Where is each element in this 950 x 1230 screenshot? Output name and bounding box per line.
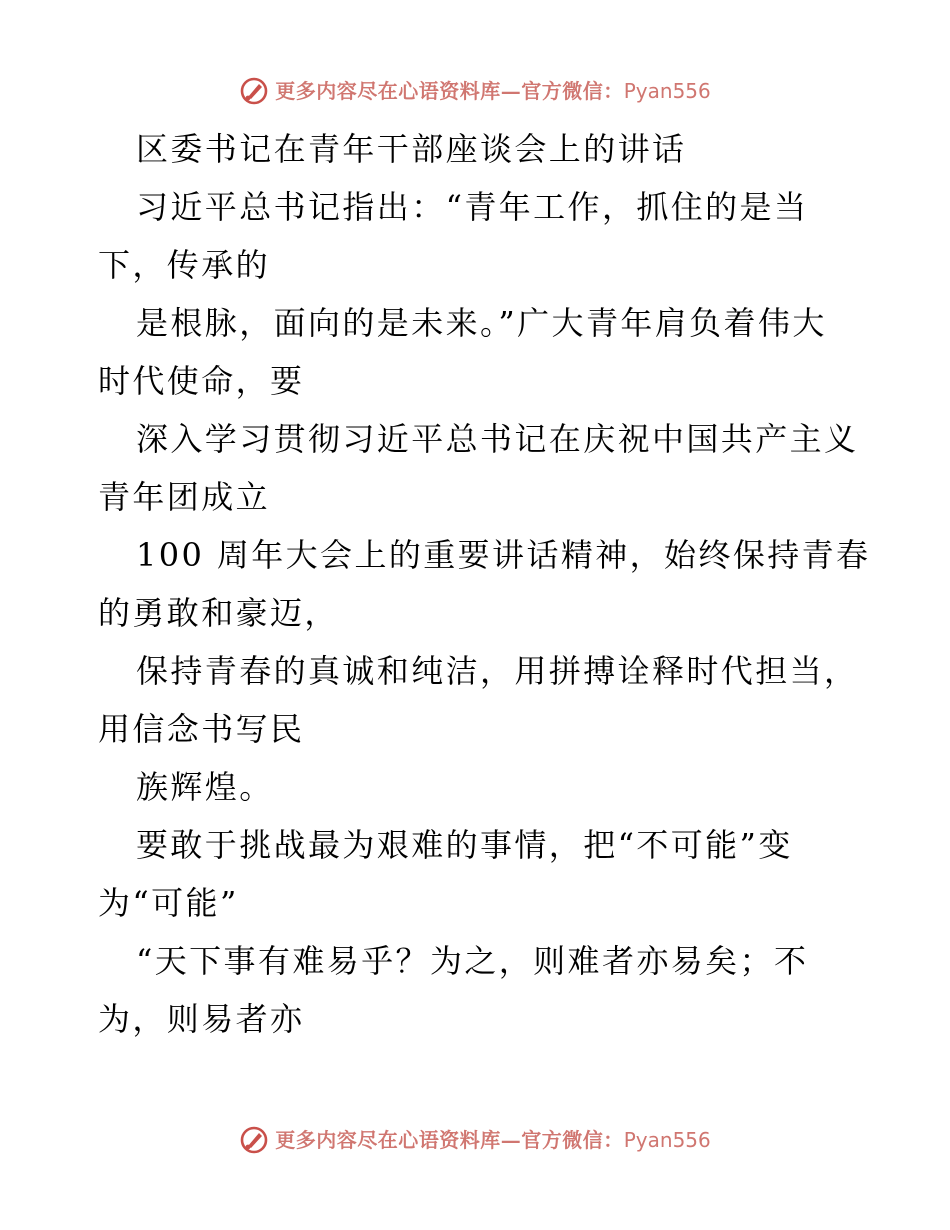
text-line: 保持青春的真诚和纯洁，用拼搏诠释时代担当， bbox=[136, 652, 859, 690]
text-line: 青年团成立 bbox=[98, 478, 271, 516]
document-title: 区委书记在青年干部座谈会上的讲话 bbox=[136, 130, 687, 168]
text-line: 族辉煌。 bbox=[136, 768, 274, 806]
document-body bbox=[98, 120, 871, 1048]
text-line: 下，传承的 bbox=[98, 246, 271, 284]
footer-watermark bbox=[0, 1120, 950, 1160]
watermark-text: 更多内容尽在心语资料库—官方微信： bbox=[275, 1128, 624, 1152]
watermark-handle: Pyan556 bbox=[623, 1128, 711, 1152]
text-line: 深入学习贯彻习近平总书记在庆祝中国共产主义 bbox=[136, 420, 859, 458]
text-line: 时代使命，要 bbox=[98, 362, 305, 400]
text-line: 为“可能” bbox=[98, 884, 239, 922]
header-watermark bbox=[0, 71, 950, 111]
text-line: 是根脉，面向的是未来。”广大青年肩负着伟大 bbox=[136, 304, 827, 342]
text-line: 用信念书写民 bbox=[98, 710, 305, 748]
text-line: 要敢于挑战最为艰难的事情，把“不可能”变 bbox=[136, 826, 793, 864]
text-line: 为，则易者亦 bbox=[98, 1000, 305, 1038]
brush-logo-icon bbox=[239, 76, 269, 106]
text-line: 习近平总书记指出：“青年工作，抓住的是当 bbox=[136, 188, 809, 226]
text-line: 100 周年大会上的重要讲话精神，始终保持青春 bbox=[136, 536, 871, 574]
text-line: “天下事有难易乎？为之，则难者亦易矣；不 bbox=[136, 942, 809, 980]
brush-logo-icon bbox=[239, 1125, 269, 1155]
watermark-handle: Pyan556 bbox=[623, 79, 711, 103]
watermark-text: 更多内容尽在心语资料库—官方微信： bbox=[275, 79, 624, 103]
text-line: 的勇敢和豪迈， bbox=[98, 594, 339, 632]
